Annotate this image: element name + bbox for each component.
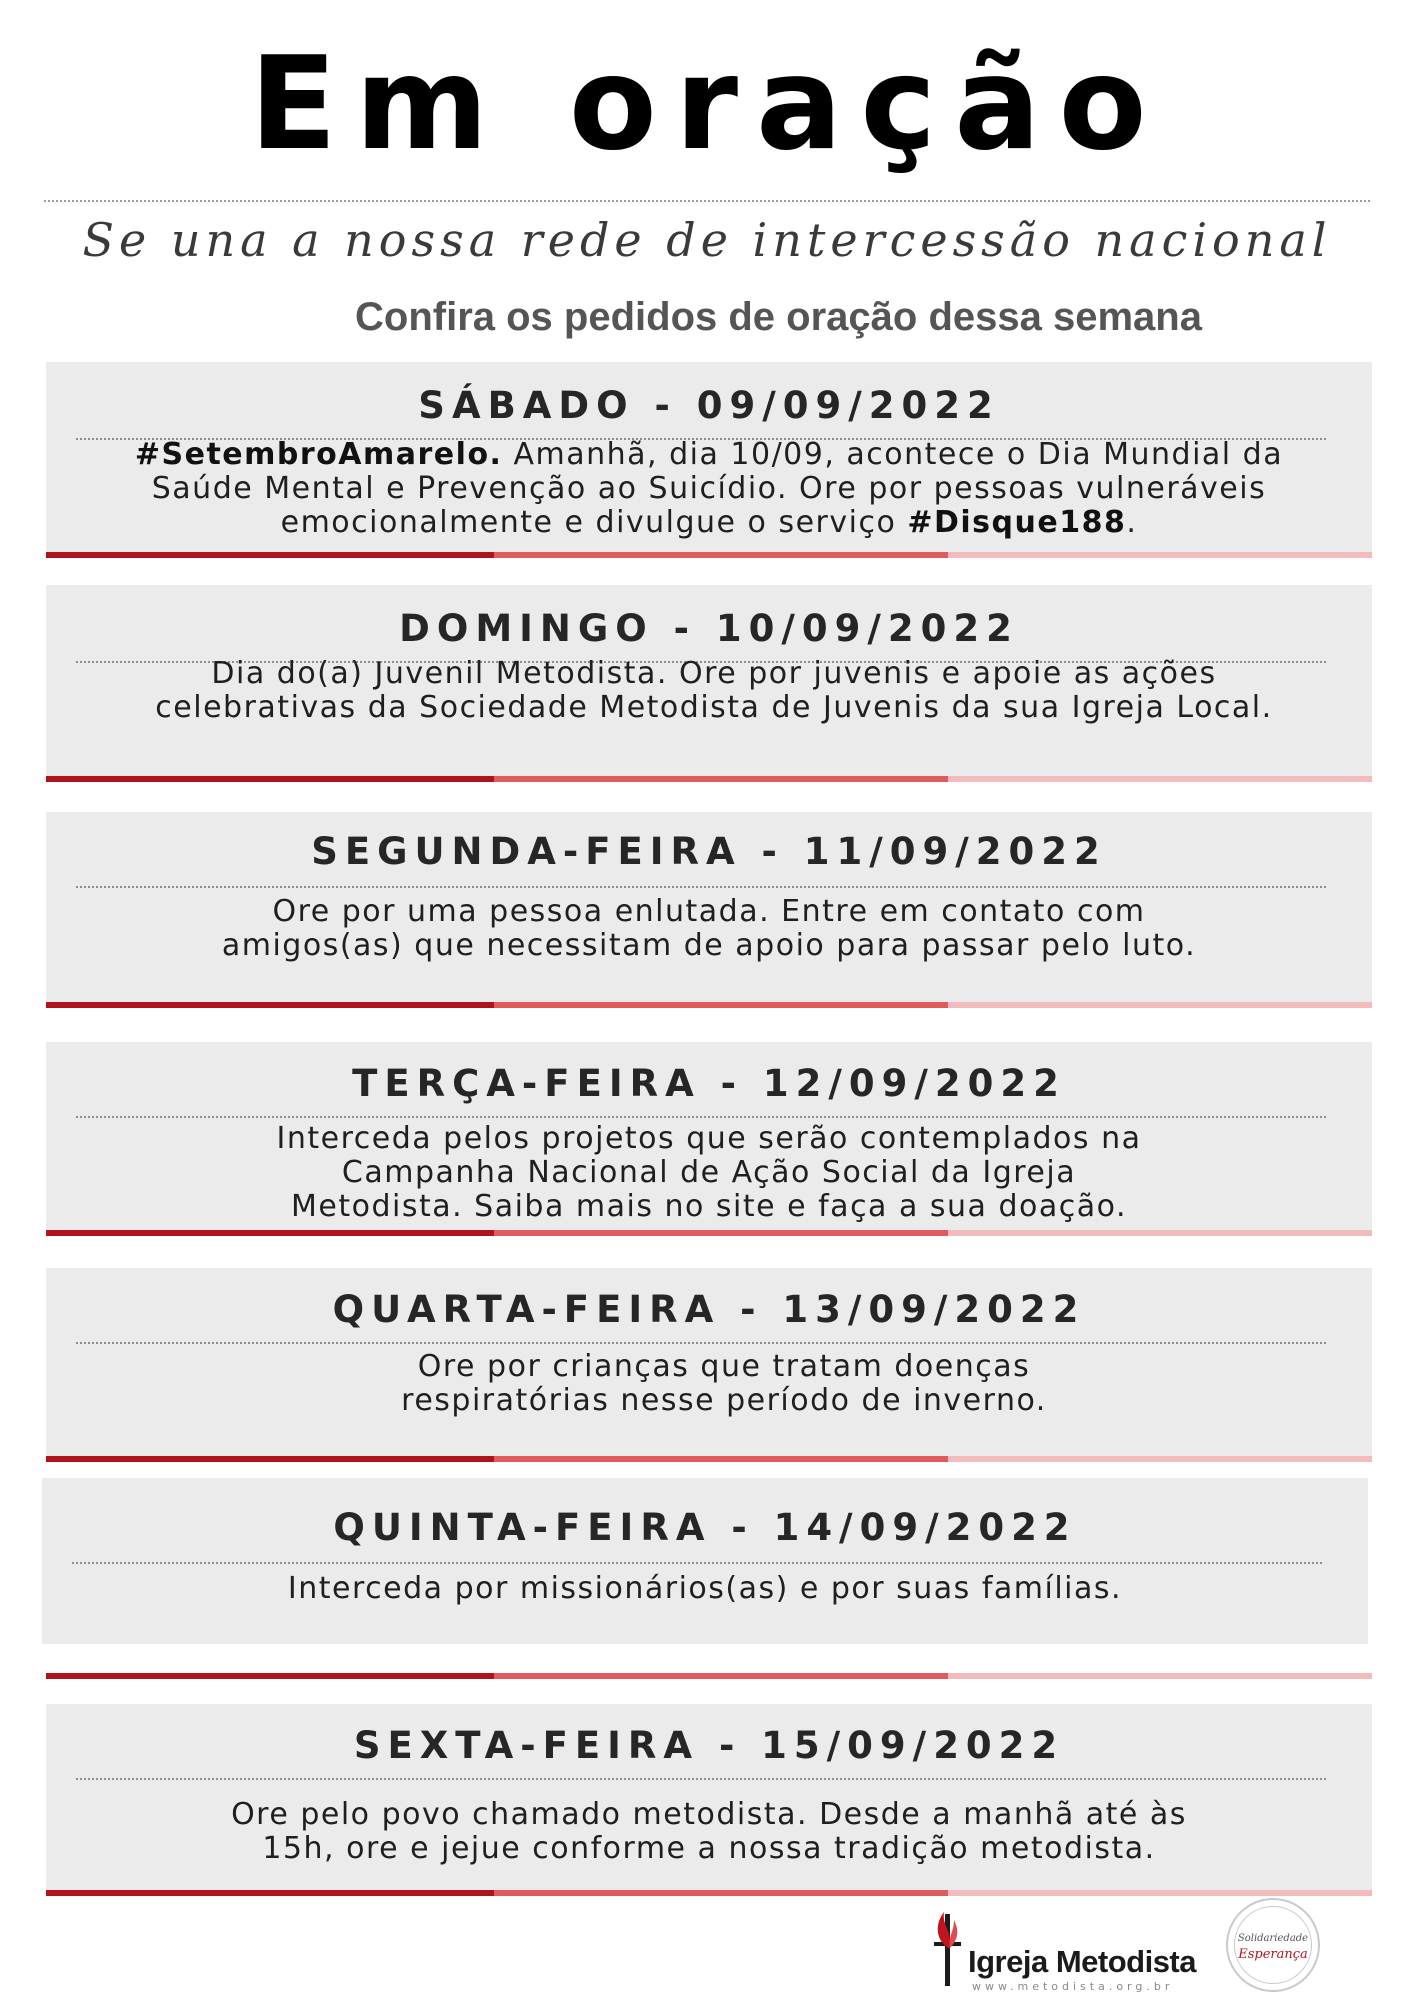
accent-bar (46, 776, 1372, 782)
accent-bar (46, 1002, 1372, 1008)
day-divider (72, 1562, 1322, 1564)
day-heading: DOMINGO - 10/09/2022 (399, 607, 1019, 650)
day-text: Ore por uma pessoa enlutada. Entre em contato com amigos(as) que necessitam de apoio para passar pelo luto. (221, 894, 1197, 963)
day-text: Ore por crianças que tratam doenças respiratórias nesse período de inverno. (401, 1349, 1047, 1418)
intro-text: Confira os pedidos de oração dessa semana (355, 295, 1202, 339)
day-heading: SEXTA-FEIRA - 15/09/2022 (353, 1724, 1065, 1767)
day-card-terca (46, 1042, 1372, 1236)
day-divider (76, 1342, 1326, 1344)
accent-bar (46, 1673, 1372, 1679)
title-divider (44, 200, 1370, 202)
accent-bar (46, 552, 1372, 558)
logo-url: www.metodista.org.br (972, 1980, 1174, 1993)
day-text: Interceda pelos projetos que serão contemplados na Campanha Nacional de Ação Social da Igreja Metodista. Saiba mais no site e faça a sua doação. (276, 1121, 1142, 1224)
logo-name: Igreja Metodista (968, 1944, 1196, 1979)
accent-bar (46, 1456, 1372, 1462)
day-text: #SetembroAmarelo. Amanhã, dia 10/09, acontece o Dia Mundial da Saúde Mental e Prevenção ao Suicídio. Ore por pessoas vulneráveis emocionalmente e divulgue o serviço #Disque188. (134, 437, 1284, 540)
day-card-quarta (46, 1268, 1372, 1462)
day-heading: TERÇA-FEIRA - 12/09/2022 (352, 1062, 1066, 1105)
hashtag-setembro: #SetembroAmarelo. (134, 437, 503, 472)
hashtag-disque: #Disque188 (907, 505, 1127, 540)
day-card-quinta (42, 1478, 1368, 1644)
igreja-metodista-logo (930, 1908, 1210, 1993)
day-heading: SÁBADO - 09/09/2022 (418, 384, 1000, 427)
day-text: Dia do(a) Juvenil Metodista. Ore por juvenis e apoie as ações celebrativas da Sociedade Metodista de Juvenis da sua Igreja Local. (155, 656, 1273, 725)
day-heading: QUARTA-FEIRA - 13/09/2022 (332, 1288, 1086, 1331)
accent-bar (46, 1890, 1372, 1896)
seal-text-esperanca: Esperança (1238, 1947, 1308, 1962)
page-title: Em oração (249, 30, 1165, 179)
seal-emblem-icon (1226, 1898, 1320, 1992)
day-text: Ore pelo povo chamado metodista. Desde a manhã até às 15h, ore e jejue conforme a nossa tradição metodista. (231, 1797, 1187, 1866)
day-heading: QUINTA-FEIRA - 14/09/2022 (333, 1506, 1077, 1549)
day-text: Interceda por missionários(as) e por suas famílias. (287, 1571, 1123, 1606)
day-card-domingo (46, 585, 1372, 782)
day-divider (76, 886, 1326, 888)
day-card-sexta (46, 1704, 1372, 1896)
day-divider (76, 1778, 1326, 1780)
page-subtitle: Se una a nossa rede de intercessão nacional (82, 213, 1332, 267)
day-card-sabado (46, 362, 1372, 558)
accent-bar (46, 1230, 1372, 1236)
day-heading: SEGUNDA-FEIRA - 11/09/2022 (311, 830, 1107, 873)
day-divider (76, 1116, 1326, 1118)
day-card-segunda (46, 812, 1372, 1008)
seal-text-solidariedade: Solidariedade (1237, 1933, 1309, 1944)
cross-flame-logo-icon (930, 1908, 966, 1988)
